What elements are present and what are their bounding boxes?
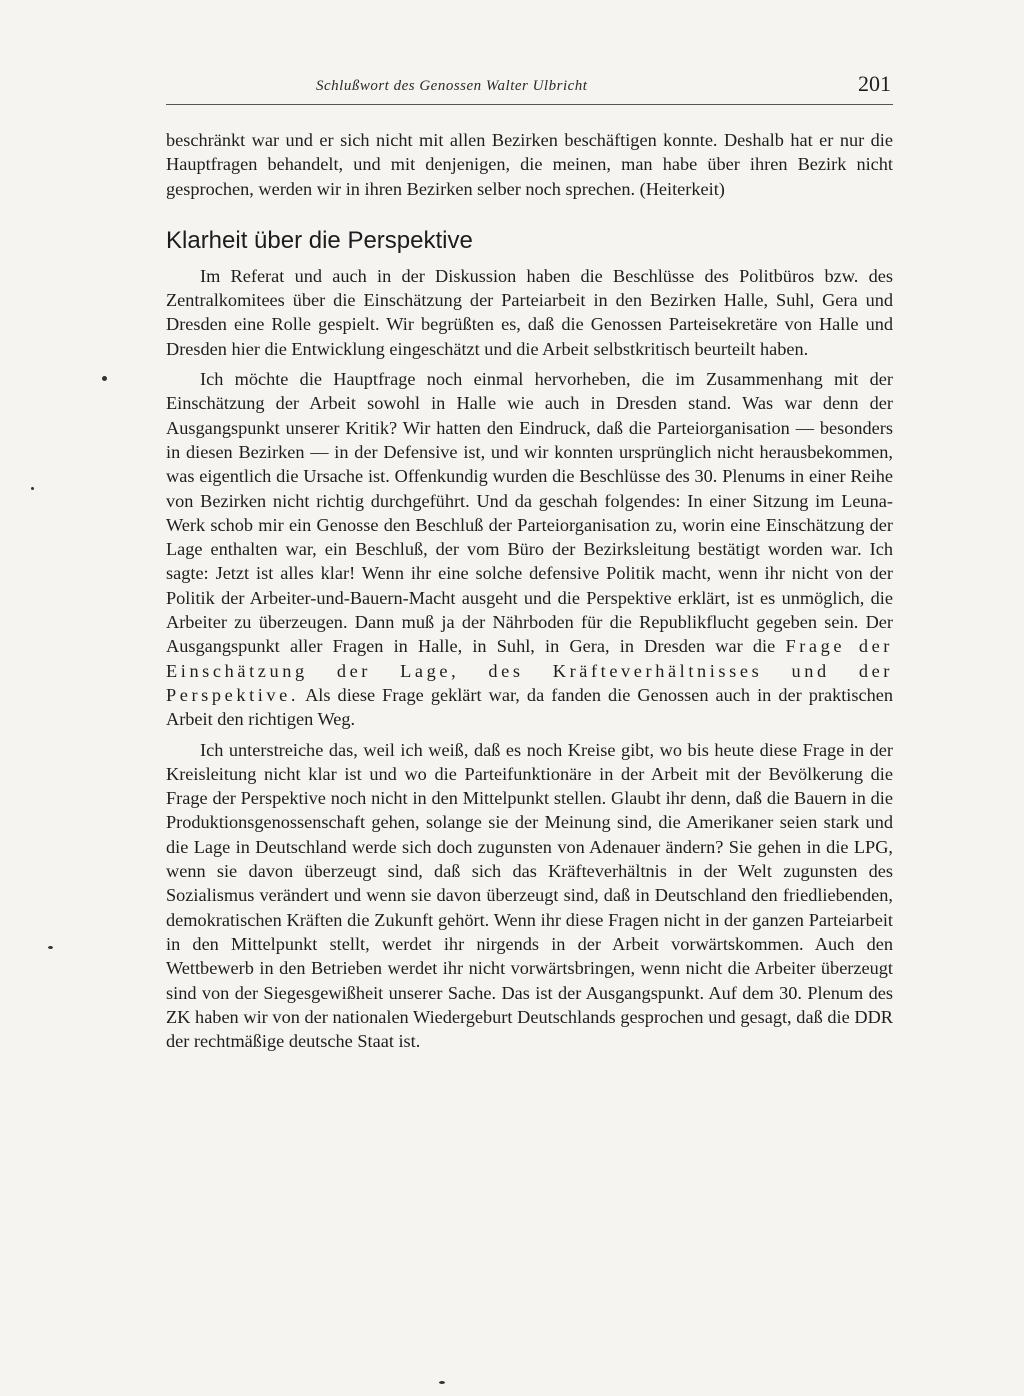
margin-speck [102, 376, 107, 381]
paragraph-2-end: Als diese Frage geklärt war, da fanden die Genossen auch in der praktischen Arbeit den richtigen Weg. [166, 684, 894, 730]
paragraph-2 [166, 367, 893, 731]
paragraph-2-emphasis: Frage der Einschätzung der Lage, des Kräfteverhältnisses und der Perspektive. [166, 636, 894, 705]
page-number: 201 [858, 71, 891, 96]
paragraph-1: Im Referat und auch in der Diskussion haben die Beschlüsse des Politbüros bzw. des Zentralkomitees über die Einschätzung der Parteiarbeit in den Bezirken Halle, Suhl, Gera und Dresden eine Rolle gespielt. Wir begrüßten es, daß die Genossen Parteisekretäre von Halle und Dresden hier die Entwicklung eingeschätzt und die Arbeit selbstkritisch beurteilt haben. [166, 265, 893, 359]
paragraph-3: Ich unterstreiche das, weil ich weiß, daß es noch Kreise gibt, wo bis heute diese Frage in der Kreisleitung nicht klar ist und wo die Parteifunktionäre in der Arbeit mit der Bevölkerung die Frage der Perspektive noch nicht in den Mittelpunkt stellen. Glaubt ihr denn, daß die Bauern in die Produktionsgenossenschaft gehen, solange sie der Meinung sind, die Amerikaner seien stark und die Lage in Deutschland werde sich doch zugunsten von Adenauer ändern? Sie gehen in die LPG, wenn sie davon überzeugt sind, daß sich das Kräfteverhältnis in der Welt zugunsten des Sozialismus verändert und wenn sie davon überzeugt sind, daß in Deutschland den friedliebenden, demokratischen Kräften die Zukunft gehört. Wenn ihr diese Fragen nicht in der ganzen Parteiarbeit in den Mittelpunkt stellt, werdet ihr nirgends in der Arbeit vorwärtskommen. Auch den Wettbewerb in den Betrieben werdet ihr nicht vorwärtsbringen, wenn nicht die Arbeiter überzeugt sind von der Siegesgewißheit unserer Sache. Das ist der Ausgangspunkt. Auf dem 30. Plenum des ZK haben wir von der nationalen Wiedergeburt Deutschlands gesprochen und gesagt, daß die DDR der rechtmäßige deutsche Staat ist. [166, 739, 893, 1052]
intro-paragraph: beschränkt war und er sich nicht mit allen Bezirken beschäftigen konnte. Deshalb hat er nur die Hauptfragen behandelt, und mit denjenigen, die meinen, man habe über ihren Bezirk nicht gesprochen, werden wir in ihren Bezirken selber noch sprechen. (Heiterkeit) [166, 130, 893, 199]
body-text [166, 128, 893, 1053]
margin-speck [48, 946, 53, 949]
margin-speck [439, 1381, 445, 1384]
margin-speck [31, 487, 34, 490]
paragraph-2-start: Ich möchte die Hauptfrage noch einmal hervorheben, die im Zusammenhang mit der Einschätzung der Arbeit sowohl in Halle wie auch in Dresden stand. Was war denn der Ausgangspunkt unserer Kritik? Wir hatten den Eindruck, daß die Parteiorganisation — besonders in diesen Bezirken — in der Defensive ist, und wir konnten ursprünglich nicht herausbekommen, was eigentlich die Ursache ist. Offenkundig wurden die Beschlüsse des 30. Plenums in einer Reihe von Bezirken nicht richtig durchgeführt. Und da geschah folgendes: In einer Sitzung im Leuna-Werk schob mir ein Genosse den Beschluß der Parteiorganisation zu, worin eine Einschätzung der Lage enthalten war, ein Beschluß, der vom Büro der Bezirksleitung bestätigt worden war. Ich sagte: Jetzt ist alles klar! Wenn ihr eine solche defensive Politik macht, wenn ihr nicht von der Politik der Arbeiter-und-Bauern-Macht ausgeht und die Perspektive erklärt, ist es unmöglich, die Arbeiter zu überzeugen. Dann muß ja der Nährboden für die Republikflucht gegeben sein. Der Ausgangspunkt aller Fragen in Halle, in Suhl, in Gera, in Dresden war die [166, 369, 893, 657]
section-heading: Klarheit über die Perspektive [166, 226, 473, 254]
running-title: Schlußwort des Genossen Walter Ulbricht [316, 78, 588, 94]
running-header [166, 70, 893, 105]
